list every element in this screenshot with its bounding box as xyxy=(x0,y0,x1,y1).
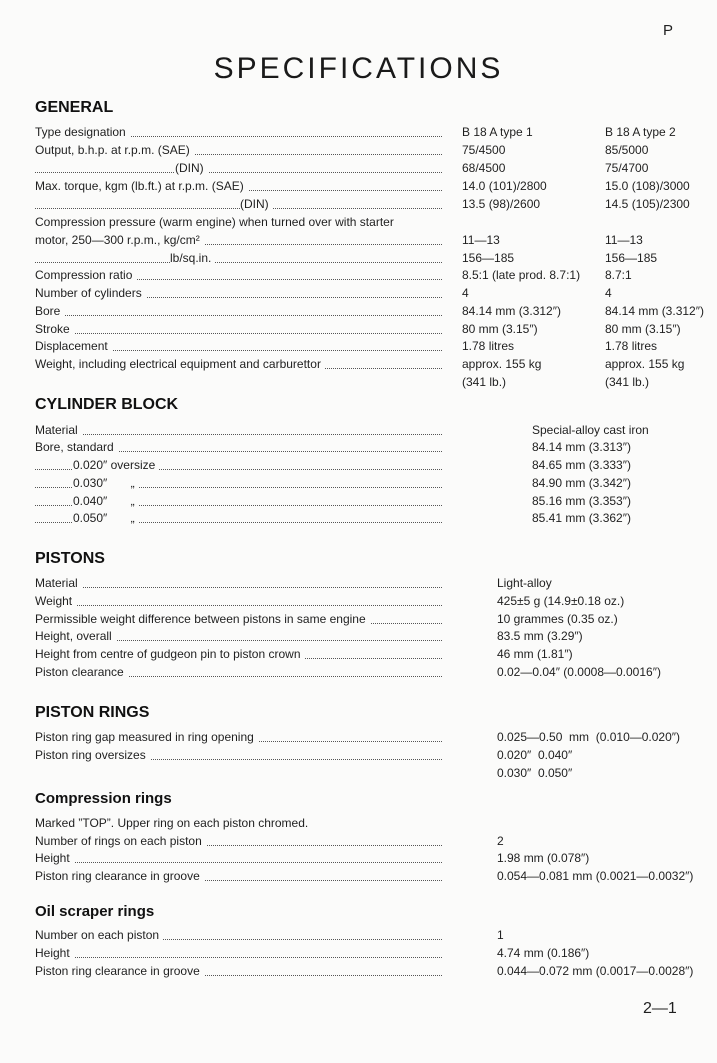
spec-value: 0.030″ 0.050″ xyxy=(497,766,573,780)
spec-label: Height xyxy=(35,851,74,865)
spec-value: 0.044—0.072 mm (0.0017—0.0028″) xyxy=(497,964,694,978)
page-corner-letter: P xyxy=(663,22,674,39)
section-heading-pistons: PISTONS xyxy=(35,550,105,567)
spec-value: 0.020″ 0.040″ xyxy=(497,748,573,762)
spec-label: motor, 250—300 r.p.m., kg/cm² xyxy=(35,233,204,247)
spec-label: Material xyxy=(35,576,82,590)
spec-value-type1: approx. 155 kg xyxy=(462,357,542,371)
spec-value-type2: 75/4700 xyxy=(605,161,649,175)
spec-value-type2: 156—185 xyxy=(605,251,658,265)
spec-label: Piston ring oversizes xyxy=(35,748,150,762)
spec-value-type2: 4 xyxy=(605,286,612,300)
spec-value-type2: approx. 155 kg xyxy=(605,357,685,371)
spec-value: 425±5 g (14.9±0.18 oz.) xyxy=(497,594,625,608)
spec-label: Piston ring clearance in groove xyxy=(35,964,204,978)
spec-label: 0.050″ „ xyxy=(73,511,139,525)
spec-value-type2: 14.5 (105)/2300 xyxy=(605,197,690,211)
spec-value-type1: B 18 A type 1 xyxy=(462,125,533,139)
spec-value-type1: 4 xyxy=(462,286,469,300)
compression-rings-note: Marked ”TOP”. Upper ring on each piston chromed. xyxy=(35,816,309,830)
spec-value: 84.90 mm (3.342″) xyxy=(532,476,631,490)
spec-value-type1: 75/4500 xyxy=(462,143,506,157)
spec-value: 1.98 mm (0.078″) xyxy=(497,851,590,865)
spec-label: Height from centre of gudgeon pin to piston crown xyxy=(35,647,305,661)
spec-label: Number of rings on each piston xyxy=(35,834,206,848)
spec-label: Height xyxy=(35,946,74,960)
spec-label: 0.020″ oversize xyxy=(73,458,159,472)
spec-label: Output, b.h.p. at r.p.m. (SAE) xyxy=(35,143,194,157)
spec-label: Piston ring gap measured in ring opening xyxy=(35,730,258,744)
spec-label: Height, overall xyxy=(35,629,116,643)
spec-value-type2: 15.0 (108)/3000 xyxy=(605,179,690,193)
spec-value: Light-alloy xyxy=(497,576,552,590)
spec-label: Piston clearance xyxy=(35,665,128,679)
spec-value: 85.16 mm (3.353″) xyxy=(532,494,631,508)
spec-label: (DIN) xyxy=(175,161,208,175)
spec-value: 1 xyxy=(497,928,504,942)
spec-label: Compression ratio xyxy=(35,268,136,282)
section-heading-cylinder-block: CYLINDER BLOCK xyxy=(35,396,179,413)
spec-value-type1: 8.5:1 (late prod. 8.7:1) xyxy=(462,268,581,282)
section-heading-general: GENERAL xyxy=(35,99,114,116)
spec-value-type2: (341 lb.) xyxy=(605,375,650,389)
spec-value-type1: 13.5 (98)/2600 xyxy=(462,197,541,211)
spec-label: 0.040″ „ xyxy=(73,494,139,508)
spec-label: Permissible weight difference between pistons in same engine xyxy=(35,612,370,626)
subheading-compression-rings: Compression rings xyxy=(35,790,172,807)
spec-label: Type designation xyxy=(35,125,130,139)
spec-value: 0.02—0.04″ (0.0008—0.0016″) xyxy=(497,665,661,679)
spec-value-type2: 8.7:1 xyxy=(605,268,632,282)
spec-value: 4.74 mm (0.186″) xyxy=(497,946,590,960)
spec-label: Weight xyxy=(35,594,76,608)
spec-label: Bore, standard xyxy=(35,440,118,454)
spec-value: 84.14 mm (3.313″) xyxy=(532,440,631,454)
spec-value-type2: 1.78 litres xyxy=(605,339,658,353)
spec-value-type1: 68/4500 xyxy=(462,161,506,175)
spec-value-type1: 80 mm (3.15″) xyxy=(462,322,538,336)
page-title: SPECIFICATIONS xyxy=(213,52,504,85)
spec-label: Weight, including electrical equipment and carburettor xyxy=(35,357,325,371)
subheading-oil-scraper-rings: Oil scraper rings xyxy=(35,903,155,920)
spec-value: 10 grammes (0.35 oz.) xyxy=(497,612,618,626)
spec-value: 0.025—0.50 mm (0.010—0.020″) xyxy=(497,730,681,744)
spec-label: Number on each piston xyxy=(35,928,163,942)
spec-value: Special-alloy cast iron xyxy=(532,423,649,437)
section-heading-piston-rings: PISTON RINGS xyxy=(35,704,150,721)
spec-value-type1: 1.78 litres xyxy=(462,339,515,353)
spec-value: 2 xyxy=(497,834,504,848)
spec-value: 83.5 mm (3.29″) xyxy=(497,629,583,643)
spec-value-type2: 11—13 xyxy=(605,233,643,247)
spec-label: 0.030″ „ xyxy=(73,476,139,490)
spec-value: 0.054—0.081 mm (0.0021—0.0032″) xyxy=(497,869,694,883)
spec-value-type2: B 18 A type 2 xyxy=(605,125,676,139)
spec-label: Bore xyxy=(35,304,64,318)
spec-label: lb/sq.in. xyxy=(170,251,215,265)
spec-label: (DIN) xyxy=(240,197,273,211)
spec-label: Stroke xyxy=(35,322,74,336)
spec-value-type1: 14.0 (101)/2800 xyxy=(462,179,547,193)
spec-label: Displacement xyxy=(35,339,112,353)
spec-value-type1: 11—13 xyxy=(462,233,500,247)
spec-value-type1: (341 lb.) xyxy=(462,375,507,389)
spec-value-type2: 80 mm (3.15″) xyxy=(605,322,681,336)
page-number: 2—1 xyxy=(643,1000,677,1017)
spec-value: 46 mm (1.81″) xyxy=(497,647,573,661)
spec-value-type1: 156—185 xyxy=(462,251,515,265)
spec-value-type2: 84.14 mm (3.312″) xyxy=(605,304,704,318)
spec-value-type1: 84.14 mm (3.312″) xyxy=(462,304,561,318)
spec-value-type2: 85/5000 xyxy=(605,143,649,157)
spec-label: Max. torque, kgm (lb.ft.) at r.p.m. (SAE) xyxy=(35,179,248,193)
spec-label: Piston ring clearance in groove xyxy=(35,869,204,883)
spec-value: 85.41 mm (3.362″) xyxy=(532,511,631,525)
spec-label: Number of cylinders xyxy=(35,286,146,300)
spec-label: Compression pressure (warm engine) when turned over with starter xyxy=(35,215,398,229)
spec-label: Material xyxy=(35,423,82,437)
spec-value: 84.65 mm (3.333″) xyxy=(532,458,631,472)
